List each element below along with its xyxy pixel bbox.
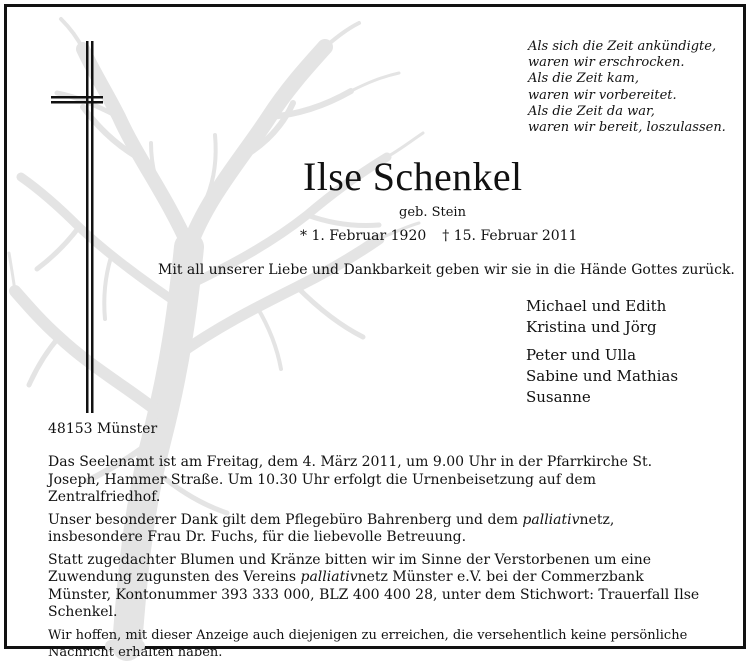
death-date: † 15. Februar 2011 <box>442 228 578 244</box>
poem-line: waren wir erschrocken. <box>528 55 685 71</box>
text-segment: netz, insbesondere Frau Dr. Fuchs, für die liebevolle Betreuung. <box>48 511 615 545</box>
thanks-paragraph <box>48 512 708 547</box>
mourner-name: Susanne <box>526 388 591 406</box>
poem-line: Als die Zeit da war, <box>528 103 655 119</box>
obituary-card <box>4 4 746 660</box>
birth-date: * 1. Februar 1920 <box>300 228 427 244</box>
closing-paragraph: Wir hoffen, mit dieser Anzeige auch diejenigen zu erreichen, die versehentlich keine persönliche Nachricht erhalten haben. <box>48 627 688 660</box>
italic-segment: palliativ <box>300 569 358 585</box>
poem-line: Als die Zeit kam, <box>528 71 639 87</box>
mourner-name: Michael und Edith <box>526 297 667 315</box>
place-line: 48153 Münster <box>48 421 158 437</box>
life-dates <box>300 228 577 244</box>
poem-line: Als sich die Zeit ankündigte, <box>528 39 717 54</box>
service-paragraph: Das Seelenamt ist am Freitag, dem 4. März 2011, um 9.00 Uhr in der Pfarrkirche St. Joseph, Hammer Straße. Um 10.30 Uhr erfolgt die Urnenbeisetzung auf dem Zentralfriedhof. <box>48 454 653 505</box>
mourner-name: Sabine und Mathias <box>526 367 679 385</box>
dedication-line: Mit all unserer Liebe und Dankbarkeit geben wir sie in die Hände Gottes zurück. <box>158 262 735 278</box>
italic-segment: palliativ <box>522 511 580 528</box>
latin-cross-icon <box>51 41 103 413</box>
poem-line: waren wir vorbereitet. <box>528 87 677 103</box>
donation-paragraph <box>48 552 708 622</box>
birth-name: geb. Stein <box>399 205 466 220</box>
poem-line: waren wir bereit, loszulassen. <box>528 120 726 136</box>
text-segment: Unser besonderer Dank gilt dem Pflegebüro Bahrenberg und dem <box>48 511 523 528</box>
deceased-name: Ilse Schenkel <box>303 154 523 199</box>
mourner-name: Peter und Ulla <box>526 346 637 364</box>
text-segment: netz Münster e.V. bei der Commerzbank Münster, Kontonummer 393 333 000, BLZ 400 400 28, unter dem Stichwort: Trauerfall Ilse Schenkel. <box>48 569 700 620</box>
memorial-poem <box>528 39 728 136</box>
text-segment: Statt zugedachter Blumen und Kränze bitten wir im Sinne der Verstorbenen um eine Zuwendung zugunsten des Vereins <box>48 551 652 585</box>
mourner-name: Kristina und Jörg <box>526 318 657 336</box>
announcement-text <box>48 454 708 666</box>
mourners-list <box>526 296 678 408</box>
